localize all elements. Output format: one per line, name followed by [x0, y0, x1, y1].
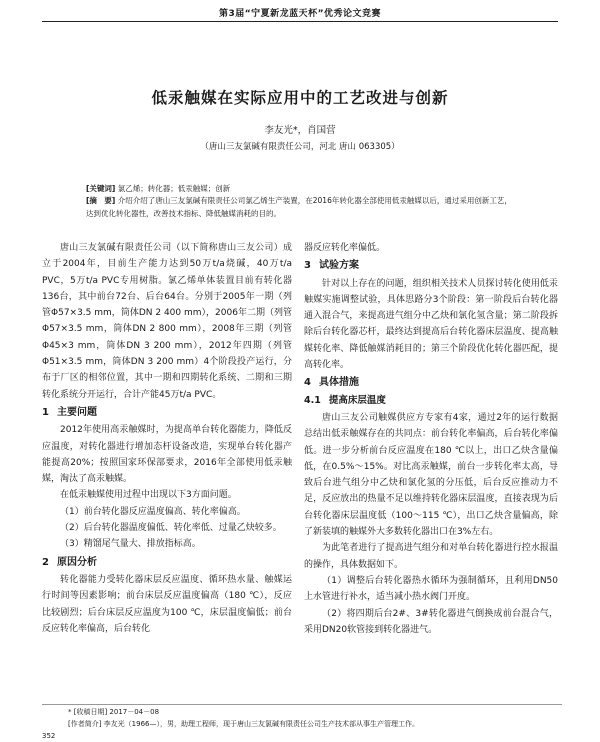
footnote-rule	[42, 704, 562, 705]
paragraph: 在低汞触媒使用过程中出现以下3方面问题。	[60, 490, 237, 501]
list-item: （1）前台转化器反应温度偏高、转化率偏高。	[60, 506, 246, 517]
paragraph: 唐山三友氯碱有限责任公司（以下简称唐山三友公司）成立于2004年，目前生产能力达到50万t/a烧碱，40万t/a PVC，5万t/a PVC专用树脂。氯乙烯单体装置目前有转化器136台，其中前台72台、后台64台。分别于2005年一期（列管Φ57×3.5 mm，筒体DN 2 400 mm），2006年二期（列管Φ57×3.5 mm，筒体DN 2 800 mm），2008年三期（列管Φ45×3 mm，筒体DN 3 200 mm），2012年四期（列管Φ51×3.5 mm，筒体DN 3 200 mm）4个阶段投产运行，分布于厂区的相邻位置，其中一期和四期转化系统、二期和三期转化系统分开运行，合计产能45万t/a PVC。	[42, 243, 292, 400]
list-item: （2）后台转化器温度偏低、转化率低、过量乙炔较多。	[60, 523, 282, 534]
section-heading	[304, 375, 558, 391]
section-number: 3	[304, 260, 311, 272]
keywords-label: [关键词]	[86, 184, 116, 193]
header-text: 第3届“宁夏新龙蓝天杯”优秀论文竞赛	[218, 9, 382, 19]
paragraph: （2）将四期后台2#、3#转化器进气倒换成前台混合气，采用DN20软管接到转化器进气。	[304, 608, 558, 635]
subsection-heading	[304, 393, 558, 409]
paper-title: 低汞触媒在实际应用中的工艺改进与创新	[151, 88, 449, 107]
left-column	[42, 240, 292, 637]
footnote-author: [作者简介] 李友光（1966—），男，助理工程师，现于唐山三友氯碱有限责任公司生产技术部从事生产管理工作。	[68, 720, 420, 728]
list-item: （3）精馏尾气量大、排放指标高。	[60, 539, 201, 550]
subsection-title: 提高床层温度	[328, 394, 386, 406]
section-title: 试验方案	[318, 260, 359, 272]
paragraph: 2012年使用高汞触媒时，为提高单台转化器能力，降低反应温度，对转化器进行增加态杆设备改造，实现单台转化器产能提高20%；按照国家环保部要求，2016年全部使用低汞触媒，淘汰了高汞触媒。	[42, 425, 292, 485]
page-number: 352	[42, 732, 56, 740]
footnote-received: * [收稿日期] 2017－04－08	[68, 708, 160, 716]
section-number: 4	[304, 377, 311, 389]
right-column	[304, 240, 558, 638]
abstract	[86, 194, 516, 220]
section-heading	[304, 258, 558, 274]
paragraph: 器反应转化率偏低。	[304, 243, 386, 253]
abstract-label: [摘 要]	[86, 196, 116, 205]
section-heading	[42, 555, 292, 571]
paragraph: 为此笔者进行了提高进气组分和对单台转化器进行控水报温的操作，具体数据如下。	[304, 543, 558, 570]
abstract-text: 介绍介绍了唐山三友氯碱有限责任公司氯乙烯生产装置，在2016年转化器全部使用低汞触媒以后，通过采用创新工艺，达到优化转化器性，改善技术指标、降低触媒消耗的目的。	[86, 196, 512, 218]
keywords-text: 氯乙烯；转化器；低汞触媒；创新	[117, 184, 231, 193]
subsection-number: 4.1	[304, 394, 321, 406]
section-title: 主要问题	[56, 406, 97, 418]
section-number: 1	[42, 406, 49, 418]
section-heading	[42, 405, 292, 421]
paragraph: 针对以上存在的问题，组织相关技术人员探讨转化使用低汞触媒实施调整试验，具体思路分3个阶段：第一阶段后台转化器通入混合气，来提高进气组分中乙炔和氯化氢含量；第二阶段拆除后台转化器芯杆，最终达到提高后台转化器床层温度、提高触媒转化率、降低触媒消耗目的；第三个阶段优化转化器匹配，提高转化率。	[304, 278, 558, 371]
page-header	[0, 0, 600, 22]
paragraph: 唐山三友公司触媒供应方专家有4家，通过2年的运行数据总结出低汞触媒存在的共同点：前台转化率偏高，后台转化率偏低。进一步分析前台反应温度在180 ℃以上，出口乙炔含量偏低，在0.5%～15%。对比高汞触媒，前台一步转化率太高，导致后台进气组分中乙炔和氯化氢的分压低，后台反应推动力不足，反应放出的热量不足以维持转化器床层温度，直接表现为后台转化器床层温度低（100～115 ℃），出口乙炔含量偏高，除了新装填的触媒外大多数转化器出口在3%左右。	[304, 412, 558, 538]
header-rule	[42, 21, 558, 22]
authors: 李友光*，肖国营	[264, 125, 336, 136]
paragraph: 转化器能力受转化器床层反应温度、循环热水量、触媒运行时间等因素影响；前台床层反应温度偏高（180 ℃），反应比较剧烈；后台床层反应温度为100 ℃，床层温度偏低；前台反应转化率偏高，后台转化	[42, 574, 292, 634]
affiliation: （唐山三友氯碱有限责任公司，河北 唐山 063305）	[200, 142, 400, 152]
section-title: 具体措施	[318, 377, 359, 389]
paragraph: （1）调整后台转化器热水循环为强制循环，且利用DN50上水管进行补水，适当减小热水阀门开度。	[304, 575, 558, 603]
section-number: 2	[42, 556, 49, 568]
section-title: 原因分析	[56, 556, 97, 568]
